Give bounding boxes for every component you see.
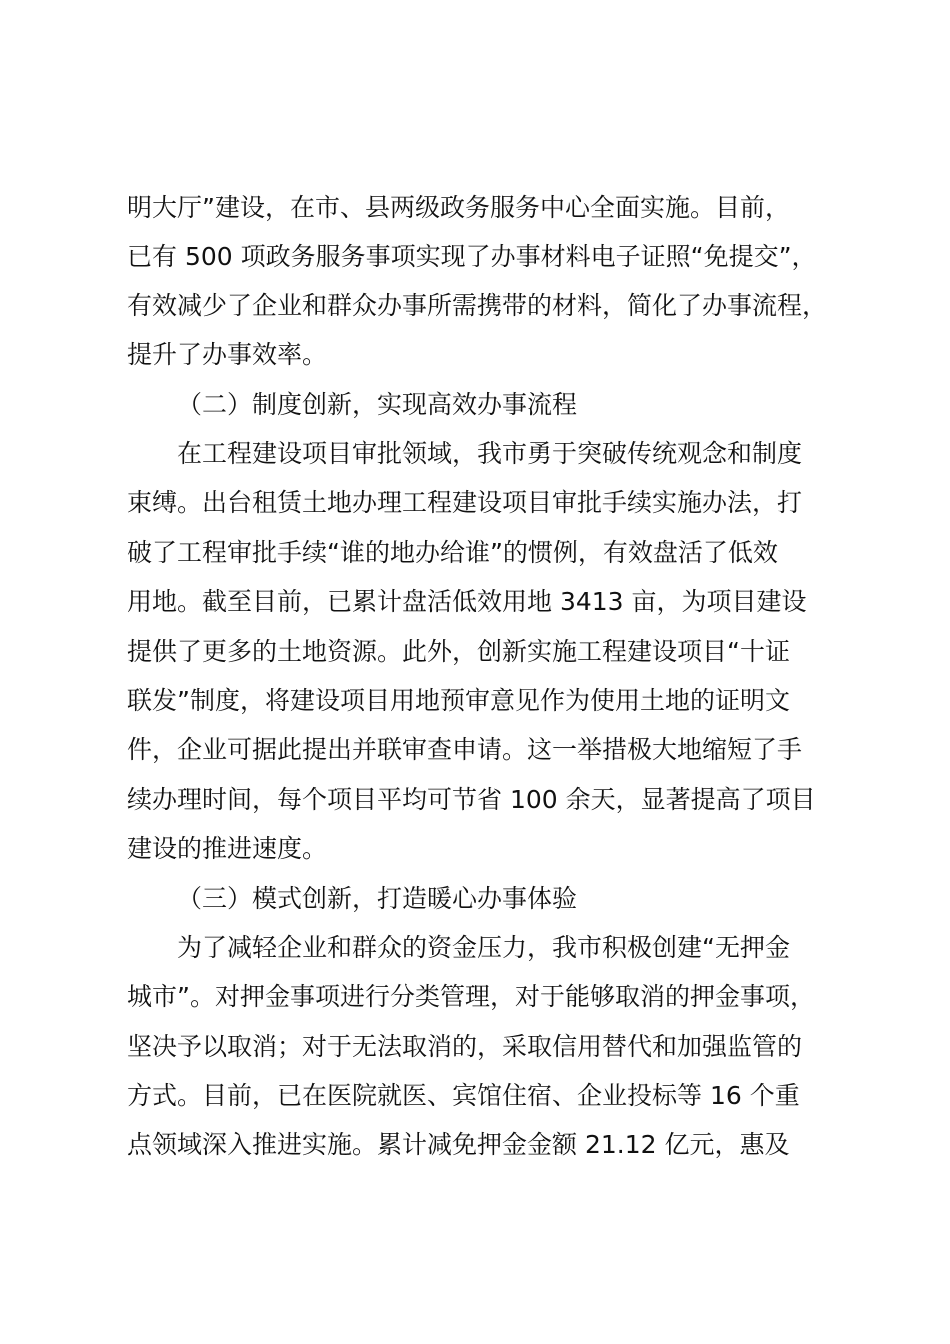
paragraph-line: 件，企业可据此提出并联审查申请。这一举措极大地缩短了手 <box>127 735 803 764</box>
paragraph-line: 提升了办事效率。 <box>127 340 328 369</box>
paragraph-line: 续办理时间，每个项目平均可节省 100 余天，显著提高了项目 <box>127 785 816 814</box>
paragraph-line: 为了减轻企业和群众的资金压力，我市积极创建“无押金 <box>177 933 790 962</box>
paragraph-line: 已有 500 项政务服务事项实现了办事材料电子证照“免提交”， <box>127 242 817 271</box>
paragraph-line: 用地。截至目前，已累计盘活低效用地 3413 亩，为项目建设 <box>127 587 807 616</box>
paragraph-line: 破了工程审批手续“谁的地办给谁”的惯例，有效盘活了低效 <box>127 538 778 567</box>
paragraph-line: 在工程建设项目审批领域，我市勇于突破传统观念和制度 <box>177 439 803 468</box>
paragraph-line: 方式。目前，已在医院就医、宾馆住宿、企业投标等 16 个重 <box>127 1081 800 1110</box>
paragraph-line: 明大厅”建设，在市、县两级政务服务中心全面实施。目前， <box>127 193 790 222</box>
section-heading: （二）制度创新，实现高效办事流程 <box>177 390 578 419</box>
paragraph-line: 提供了更多的土地资源。此外，创新实施工程建设项目“十证 <box>127 637 790 666</box>
paragraph-line: 城市”。对押金事项进行分类管理，对于能够取消的押金事项， <box>127 982 815 1011</box>
paragraph-line: 点领域深入推进实施。累计减免押金金额 21.12 亿元，惠及 <box>127 1130 790 1159</box>
section-heading: （三）模式创新，打造暖心办事体验 <box>177 884 578 913</box>
paragraph-line: 束缚。出台租赁土地办理工程建设项目审批手续实施办法，打 <box>127 488 803 517</box>
paragraph-line: 坚决予以取消；对于无法取消的，采取信用替代和加强监管的 <box>127 1032 803 1061</box>
paragraph-line: 联发”制度，将建设项目用地预审意见作为使用土地的证明文 <box>127 686 790 715</box>
paragraph-line: 建设的推进速度。 <box>127 834 328 863</box>
paragraph-line: 有效减少了企业和群众办事所需携带的材料，简化了办事流程， <box>127 291 828 320</box>
